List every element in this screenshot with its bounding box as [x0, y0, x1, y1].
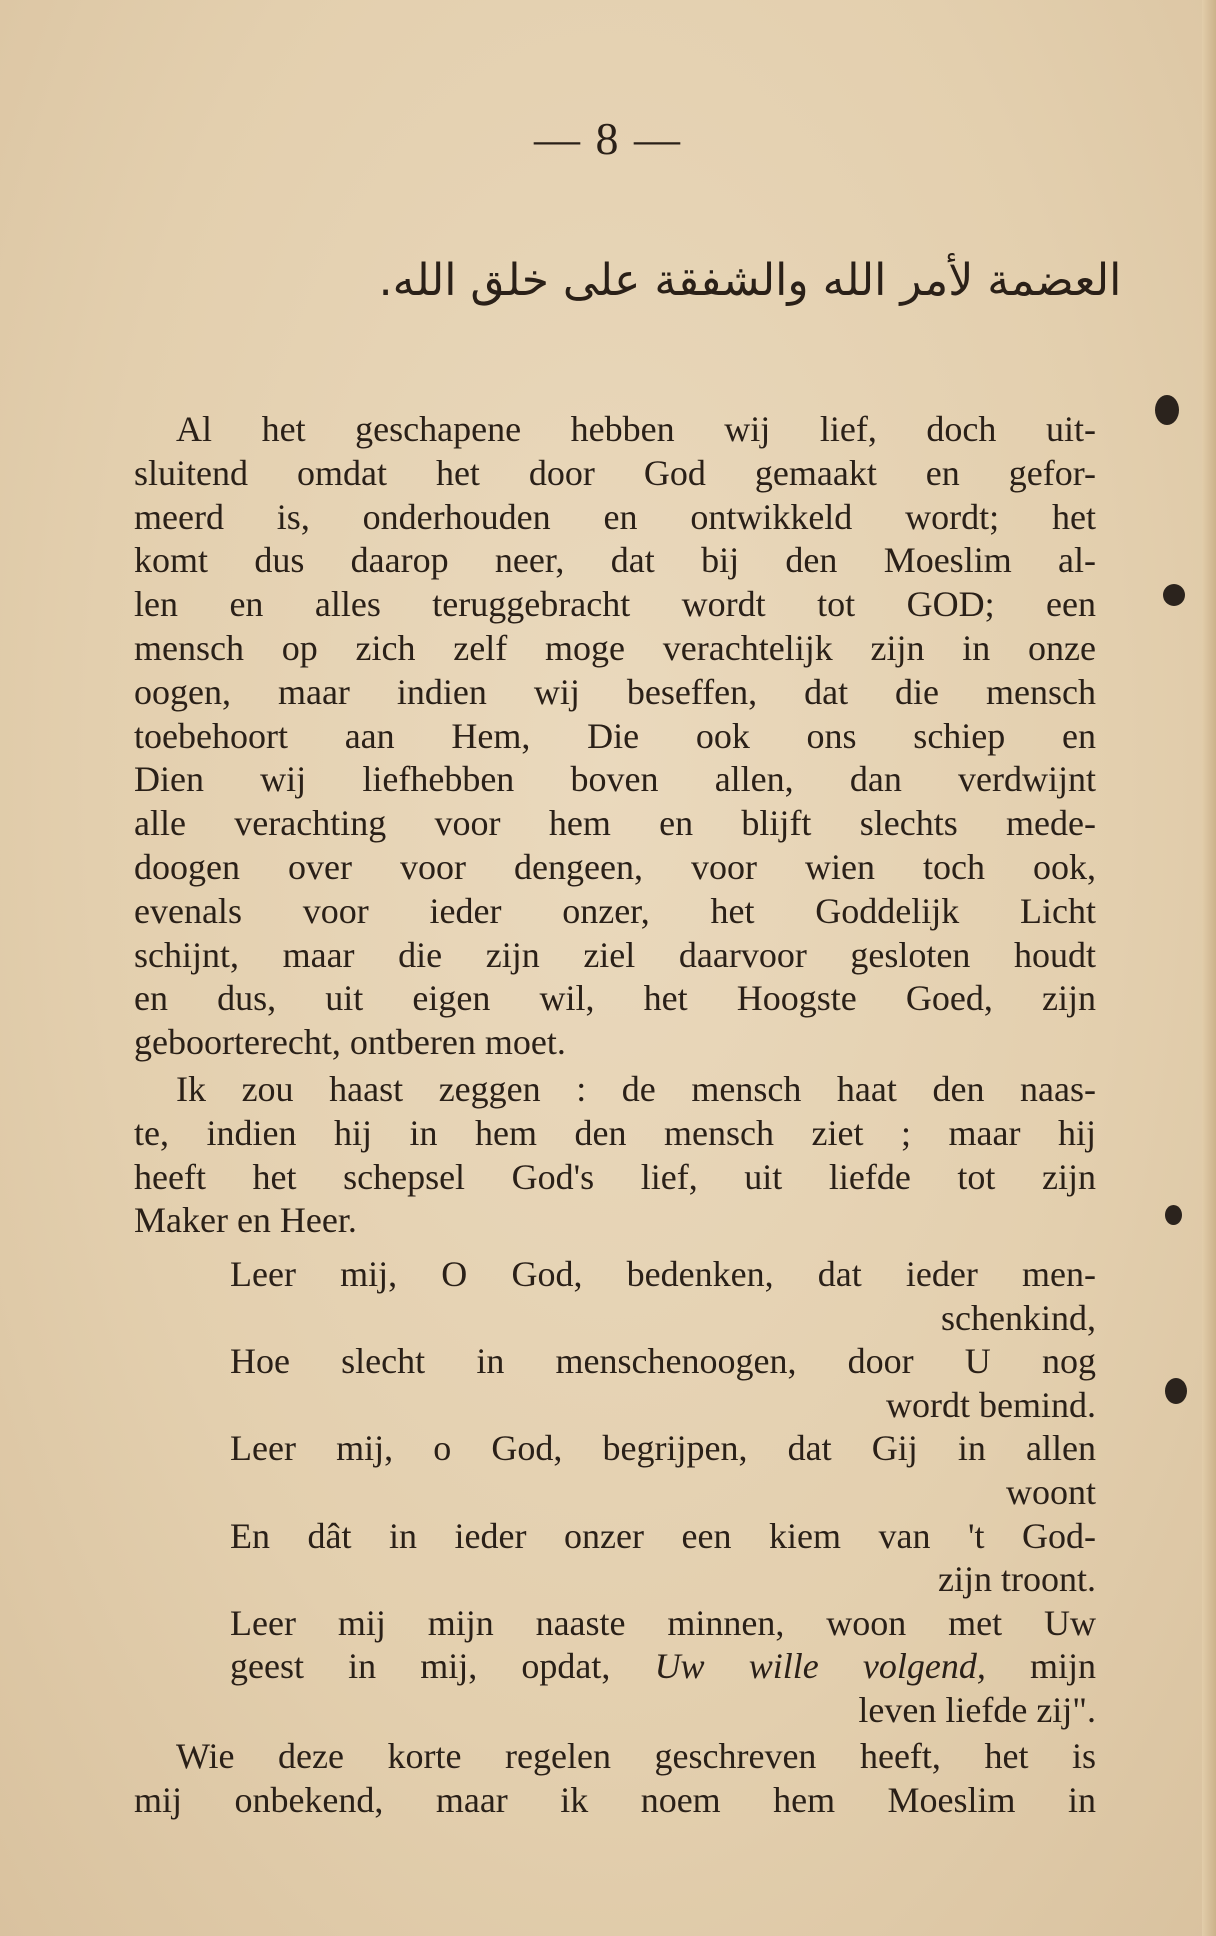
- text-line: meerd is, onderhouden en ontwikkeld wordt; het: [134, 496, 1096, 537]
- poem-line: Leer mij, O God, bedenken, dat ieder men-: [230, 1254, 1096, 1294]
- binding-hole: [1163, 584, 1185, 606]
- text-line: geboorterecht, ontberen moet.: [134, 1022, 566, 1063]
- poem-turnover: schenkind,: [941, 1297, 1096, 1338]
- text-line: evenals voor ieder onzer, het Goddelijk Licht: [134, 890, 1096, 931]
- binding-hole: [1155, 395, 1179, 425]
- arabic-quote: العضمة لأمر الله والشفقة على خلق الله.: [378, 255, 1122, 306]
- poem: [230, 1253, 1096, 1733]
- paragraph-2: [134, 1068, 1096, 1243]
- text-line: mij onbekend, maar ik noem hem Moeslim in: [134, 1779, 1096, 1820]
- text-line: Al het geschapene hebben wij lief, doch uit-: [176, 409, 1096, 449]
- paragraph-closing: [134, 1735, 1096, 1823]
- binding-hole: [1165, 1205, 1182, 1225]
- poem-text: mijn: [985, 1646, 1096, 1687]
- text-line: len en alles teruggebracht wordt tot GOD; een: [134, 584, 1096, 625]
- poem-turnover: leven liefde zij".: [858, 1689, 1096, 1730]
- poem-emphasis: Uw wille volgend,: [654, 1646, 986, 1687]
- text-line: en dus, uit eigen wil, het Hoogste Goed, zijn: [134, 978, 1096, 1019]
- text-line: te, indien hij in hem den mensch ziet ; maar hij: [134, 1112, 1096, 1153]
- text-line: toebehoort aan Hem, Die ook ons schiep en: [134, 715, 1096, 756]
- text-line: sluitend omdat het door God gemaakt en gefor-: [134, 452, 1096, 493]
- paragraph-1: [134, 408, 1096, 1065]
- poem-turnover: woont: [1006, 1471, 1096, 1512]
- text-line: alle verachting voor hem en blijft slechts mede-: [134, 803, 1096, 844]
- text-line: mensch op zich zelf moge verachtelijk zijn in onze: [134, 627, 1096, 668]
- page-edge: [1202, 0, 1216, 1936]
- text-line: oogen, maar indien wij beseffen, dat die mensch: [134, 671, 1096, 712]
- poem-line: Leer mij, o God, begrijpen, dat Gij in allen: [230, 1428, 1096, 1469]
- text-line: Maker en Heer.: [134, 1200, 357, 1241]
- poem-turnover: zijn troont.: [938, 1559, 1096, 1600]
- text-line: komt dus daarop neer, dat bij den Moeslim al-: [134, 540, 1096, 581]
- poem-line: En dât in ieder onzer een kiem van 't God-: [230, 1515, 1096, 1556]
- poem-turnover: wordt bemind.: [886, 1384, 1096, 1425]
- text-line: doogen over voor dengeen, voor wien toch ook,: [134, 846, 1096, 887]
- text-line: Wie deze korte regelen geschreven heeft, het is: [176, 1736, 1096, 1776]
- text-line: Dien wij liefhebben boven allen, dan verdwijnt: [134, 759, 1096, 800]
- text-line: schijnt, maar die zijn ziel daarvoor gesloten houdt: [134, 934, 1096, 975]
- poem-text: geest in mij, opdat,: [230, 1646, 655, 1687]
- poem-line: Leer mij mijn naaste minnen, woon met Uw: [230, 1602, 1096, 1643]
- poem-line: [230, 1645, 1096, 1689]
- binding-hole: [1165, 1378, 1187, 1404]
- text-line: Ik zou haast zeggen : de mensch haat den naas-: [176, 1069, 1096, 1109]
- poem-line: Hoe slecht in menschenoogen, door U nog: [230, 1341, 1096, 1382]
- page-number: — 8 —: [534, 113, 682, 164]
- text-line: heeft het schepsel God's lief, uit liefde tot zijn: [134, 1156, 1096, 1197]
